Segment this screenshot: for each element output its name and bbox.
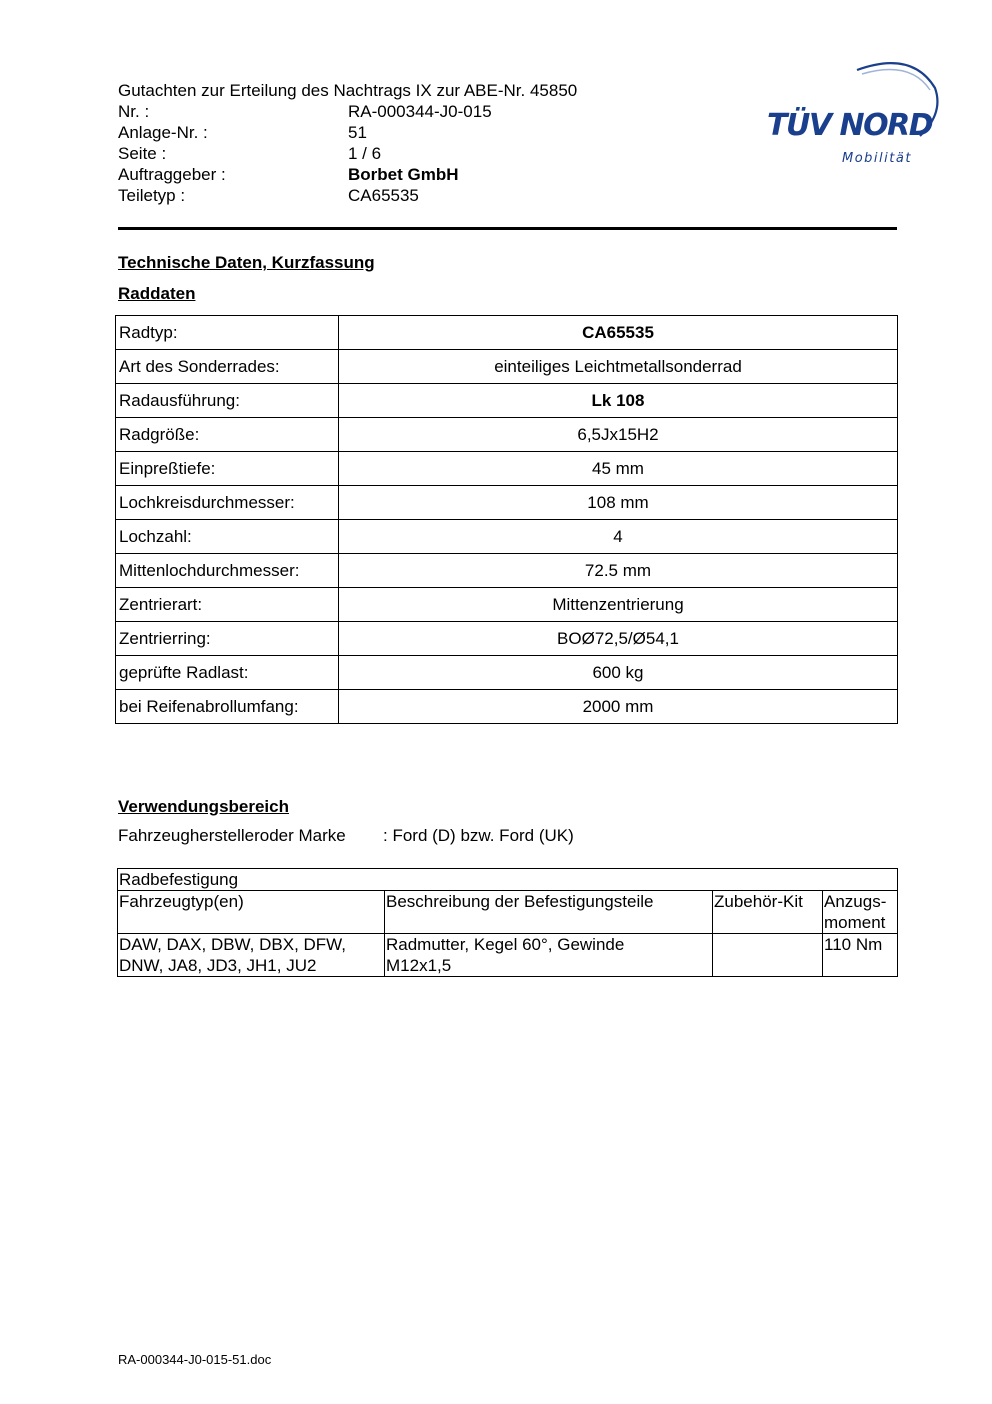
- spec-value: 4: [339, 520, 898, 554]
- spec-label: Einpreßtiefe:: [116, 452, 339, 486]
- wheel-data-table: [115, 315, 898, 724]
- spec-label: bei Reifenabrollumfang:: [116, 690, 339, 724]
- tuv-nord-logo: [762, 58, 942, 173]
- header-value: Borbet GmbH: [348, 165, 459, 184]
- header-row-seite: [118, 143, 577, 164]
- header-label: Teiletyp :: [118, 186, 186, 205]
- wheel-mounting-table: [117, 868, 898, 977]
- mount-table-title: Radbefestigung: [118, 869, 898, 891]
- column-header: Beschreibung der Befestigungsteile: [385, 891, 713, 934]
- column-header: Fahrzeugtyp(en): [118, 891, 385, 934]
- fastener-description-cell: Radmutter, Kegel 60°, Gewinde M12x1,5: [385, 934, 713, 977]
- column-header: Zubehör-Kit: [713, 891, 823, 934]
- table-row: [116, 656, 898, 690]
- table-row: [116, 554, 898, 588]
- spec-value: 72.5 mm: [339, 554, 898, 588]
- section-title-technical-data: Technische Daten, Kurzfassung: [118, 253, 375, 272]
- header-value: 1 / 6: [348, 144, 382, 163]
- header-divider: [118, 227, 897, 230]
- header-value: 51: [348, 123, 367, 142]
- column-header: Anzugs- moment: [823, 891, 898, 934]
- table-header-row: [118, 891, 898, 934]
- logo-brand: TÜV NORD: [767, 108, 933, 143]
- spec-value: 45 mm: [339, 452, 898, 486]
- header-value: RA-000344-J0-015: [348, 102, 492, 121]
- header-label: Auftraggeber :: [118, 165, 226, 184]
- spec-value: 108 mm: [339, 486, 898, 520]
- table-row: [116, 622, 898, 656]
- spec-value: 2000 mm: [339, 690, 898, 724]
- spec-label: Radtyp:: [116, 316, 339, 350]
- spec-label: geprüfte Radlast:: [116, 656, 339, 690]
- manufacturer-value: : Ford (D) bzw. Ford (UK): [383, 826, 574, 845]
- table-row: [116, 384, 898, 418]
- document-header: [118, 80, 577, 206]
- header-row-anlage: [118, 122, 577, 143]
- table-row: [116, 418, 898, 452]
- spec-value: 600 kg: [339, 656, 898, 690]
- spec-label: Mittenlochdurchmesser:: [116, 554, 339, 588]
- manufacturer-label: Fahrzeugherstelleroder Marke: [118, 826, 346, 845]
- table-row: [118, 934, 898, 977]
- table-title-row: [118, 869, 898, 891]
- torque-cell: 110 Nm: [823, 934, 898, 977]
- header-label: Seite :: [118, 144, 167, 163]
- table-row: [116, 520, 898, 554]
- header-row-auftraggeber: [118, 164, 577, 185]
- manufacturer-line: [118, 826, 574, 846]
- section-subtitle-raddaten: Raddaten: [118, 284, 196, 303]
- spec-label: Lochkreisdurchmesser:: [116, 486, 339, 520]
- spec-value: Mittenzentrierung: [339, 588, 898, 622]
- header-label: Nr. :: [118, 102, 150, 121]
- table-row: [116, 316, 898, 350]
- document-title: Gutachten zur Erteilung des Nachtrags IX zur ABE-Nr. 45850: [118, 81, 578, 100]
- table-row: [116, 690, 898, 724]
- table-row: [116, 350, 898, 384]
- spec-value: einteiliges Leichtmetallsonderrad: [339, 350, 898, 384]
- spec-label: Lochzahl:: [116, 520, 339, 554]
- table-row: [116, 486, 898, 520]
- logo-subtitle: Mobilität: [842, 151, 912, 166]
- spec-value: Lk 108: [339, 384, 898, 418]
- spec-label: Radgröße:: [116, 418, 339, 452]
- spec-label: Radausführung:: [116, 384, 339, 418]
- accessory-kit-cell: [713, 934, 823, 977]
- spec-value: BOØ72,5/Ø54,1: [339, 622, 898, 656]
- footer-filename: RA-000344-J0-015-51.doc: [118, 1352, 272, 1367]
- table-row: [116, 452, 898, 486]
- header-label: Anlage-Nr. :: [118, 123, 208, 142]
- spec-label: Zentrierring:: [116, 622, 339, 656]
- spec-value: CA65535: [339, 316, 898, 350]
- vehicle-types-cell: DAW, DAX, DBW, DBX, DFW, DNW, JA8, JD3, JH1, JU2: [118, 934, 385, 977]
- header-value: CA65535: [348, 186, 419, 205]
- spec-label: Zentrierart:: [116, 588, 339, 622]
- spec-label: Art des Sonderrades:: [116, 350, 339, 384]
- section-title-usage: Verwendungsbereich: [118, 797, 289, 816]
- spec-value: 6,5Jx15H2: [339, 418, 898, 452]
- header-row-nr: [118, 101, 577, 122]
- header-row-teiletyp: [118, 185, 577, 206]
- table-row: [116, 588, 898, 622]
